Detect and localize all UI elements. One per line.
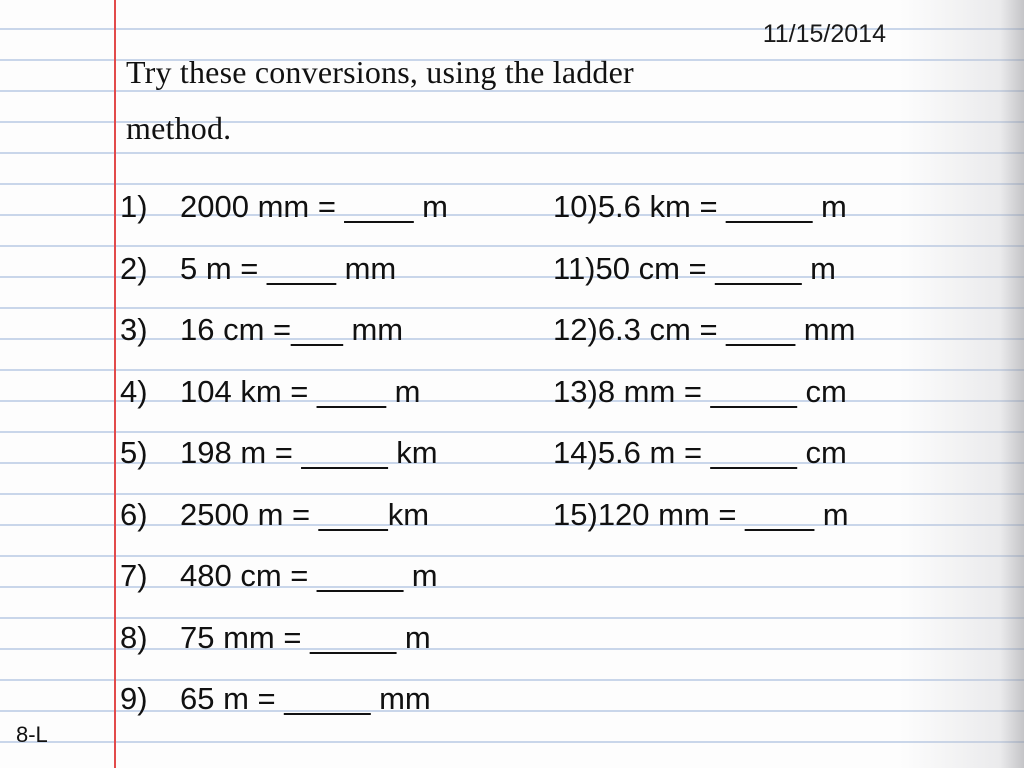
problem-text: 198 m = _____ km — [180, 435, 438, 470]
problem-text: 480 cm = _____ m — [180, 558, 438, 593]
red-margin-line — [114, 0, 116, 768]
slide-page-label: 8-L — [16, 722, 48, 747]
problem-number: 1) — [120, 189, 148, 224]
problem-number: 9) — [120, 681, 148, 716]
problem-item — [120, 242, 448, 304]
problem-number: 8) — [120, 619, 148, 655]
problem-list-right — [553, 180, 855, 549]
problem-text: 104 km = ____ m — [180, 373, 421, 409]
problem-text: 5.6 m = _____ cm — [597, 435, 847, 470]
problem-item — [120, 488, 448, 550]
problem-text: 5.6 km = _____ m — [597, 189, 847, 224]
problem-item — [120, 611, 448, 673]
problem-text: 8 mm = _____ cm — [597, 373, 847, 409]
problem-text: 16 cm =___ mm — [180, 312, 404, 347]
problem-item — [120, 180, 448, 242]
problem-number: 4) — [120, 373, 148, 409]
problem-number: 12) — [553, 312, 598, 347]
problem-text: 65 m = _____ mm — [180, 681, 431, 716]
problem-text: 6.3 cm = ____ mm — [597, 312, 856, 347]
problem-number: 7) — [120, 558, 148, 593]
problem-item — [120, 549, 448, 611]
date-label: 11/15/2014 — [762, 20, 886, 48]
problem-item — [553, 426, 855, 488]
problem-number: 14) — [553, 435, 598, 470]
problem-item — [120, 303, 448, 365]
problem-text: 2500 m = ____km — [180, 496, 430, 532]
problem-item — [553, 303, 855, 365]
problem-item — [553, 488, 855, 550]
problem-number: 15) — [553, 496, 598, 532]
problem-item — [120, 426, 448, 488]
problem-item — [120, 365, 448, 427]
problem-number: 6) — [120, 496, 148, 532]
problem-item — [553, 365, 855, 427]
problem-number: 5) — [120, 435, 148, 470]
problem-item — [120, 672, 448, 734]
problem-number: 3) — [120, 312, 148, 347]
problem-number: 11) — [553, 250, 596, 286]
problem-text: 2000 mm = ____ m — [180, 189, 448, 224]
problem-number: 10) — [553, 189, 598, 224]
problem-text: 5 m = ____ mm — [180, 250, 397, 286]
problem-number: 13) — [553, 373, 598, 409]
problem-list-left — [120, 180, 448, 734]
problem-item — [553, 180, 855, 242]
problem-text: 50 cm = _____ m — [595, 250, 836, 286]
page-title: Try these conversions, using the ladder method. — [126, 54, 634, 146]
problem-text: 75 mm = _____ m — [180, 619, 431, 655]
problem-text: 120 mm = ____ m — [597, 496, 849, 532]
problem-number: 2) — [120, 250, 148, 286]
problem-item — [553, 242, 855, 304]
